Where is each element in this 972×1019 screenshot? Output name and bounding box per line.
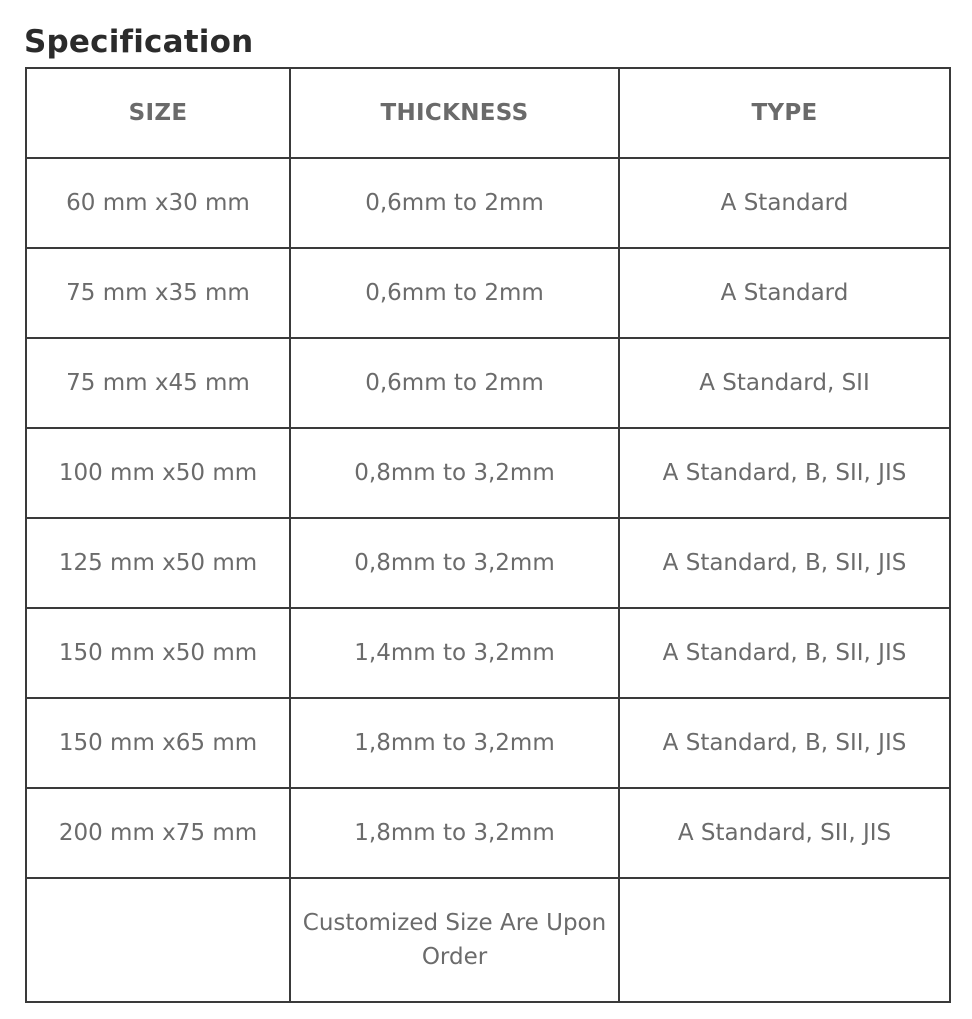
cell-custom-note: Customized Size Are Upon Order [290, 878, 619, 1002]
cell-thickness: 0,8mm to 3,2mm [290, 518, 619, 608]
specification-table [25, 67, 951, 1003]
cell-thickness: 0,8mm to 3,2mm [290, 428, 619, 518]
cell-size-empty [26, 878, 290, 1002]
table-row [26, 158, 950, 248]
header-thickness: THICKNESS [290, 68, 619, 158]
page-title: Specification [24, 24, 254, 60]
table-row [26, 428, 950, 518]
table-row [26, 338, 950, 428]
cell-size: 75 mm x35 mm [26, 248, 290, 338]
cell-thickness: 0,6mm to 2mm [290, 158, 619, 248]
cell-size: 60 mm x30 mm [26, 158, 290, 248]
cell-size: 200 mm x75 mm [26, 788, 290, 878]
table-row [26, 518, 950, 608]
header-size: SIZE [26, 68, 290, 158]
cell-thickness: 1,8mm to 3,2mm [290, 698, 619, 788]
cell-size: 150 mm x65 mm [26, 698, 290, 788]
cell-type: A Standard, SII, JIS [619, 788, 950, 878]
cell-type: A Standard, B, SII, JIS [619, 608, 950, 698]
cell-thickness: 1,8mm to 3,2mm [290, 788, 619, 878]
table-row [26, 698, 950, 788]
cell-size: 75 mm x45 mm [26, 338, 290, 428]
cell-type: A Standard [619, 158, 950, 248]
cell-size: 125 mm x50 mm [26, 518, 290, 608]
cell-thickness: 1,4mm to 3,2mm [290, 608, 619, 698]
table-row-custom [26, 878, 950, 1002]
cell-type: A Standard [619, 248, 950, 338]
table-header-row [26, 68, 950, 158]
cell-type: A Standard, B, SII, JIS [619, 698, 950, 788]
cell-thickness: 0,6mm to 2mm [290, 248, 619, 338]
header-type: TYPE [619, 68, 950, 158]
cell-type: A Standard, B, SII, JIS [619, 428, 950, 518]
cell-thickness: 0,6mm to 2mm [290, 338, 619, 428]
cell-type-empty [619, 878, 950, 1002]
cell-size: 100 mm x50 mm [26, 428, 290, 518]
table-row [26, 608, 950, 698]
table-row [26, 788, 950, 878]
cell-type: A Standard, B, SII, JIS [619, 518, 950, 608]
cell-size: 150 mm x50 mm [26, 608, 290, 698]
table-row [26, 248, 950, 338]
cell-type: A Standard, SII [619, 338, 950, 428]
